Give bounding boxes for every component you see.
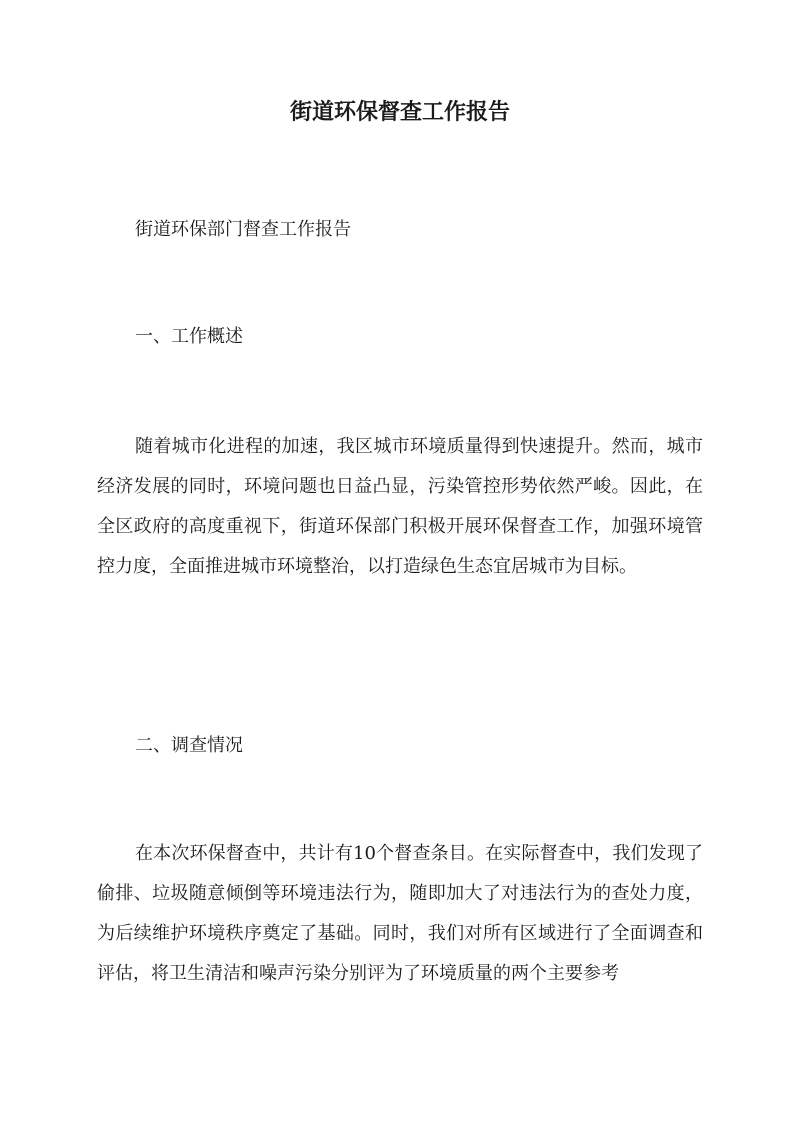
section-heading-overview: 一、工作概述 xyxy=(135,326,243,347)
document-title: 街道环保督查工作报告 xyxy=(289,99,510,125)
document-subtitle: 街道环保部门督查工作报告 xyxy=(135,219,351,240)
section-paragraph-overview: 随着城市化进程的加速，我区城市环境质量得到快速提升。然而，城市经济发展的同时，环境问题也日益凸显，污染管控形势依然严峻。因此，在全区政府的高度重视下，街道环保部门积极开展环保督查工作，加强环境管控力度，全面推进城市环境整治，以打造绿色生态宜居城市为目标。 xyxy=(97,436,703,577)
section-paragraph-investigation: 在本次环保督查中，共计有10个督查条目。在实际督查中，我们发现了偷排、垃圾随意倾倒等环境违法行为，随即加大了对违法行为的查处力度，为后续维护环境秩序奠定了基础。同时，我们对所有区域进行了全面调查和评估，将卫生清洁和噪声污染分别评为了环境质量的两个主要参考 xyxy=(97,843,703,984)
section-heading-investigation: 二、调查情况 xyxy=(135,735,243,756)
